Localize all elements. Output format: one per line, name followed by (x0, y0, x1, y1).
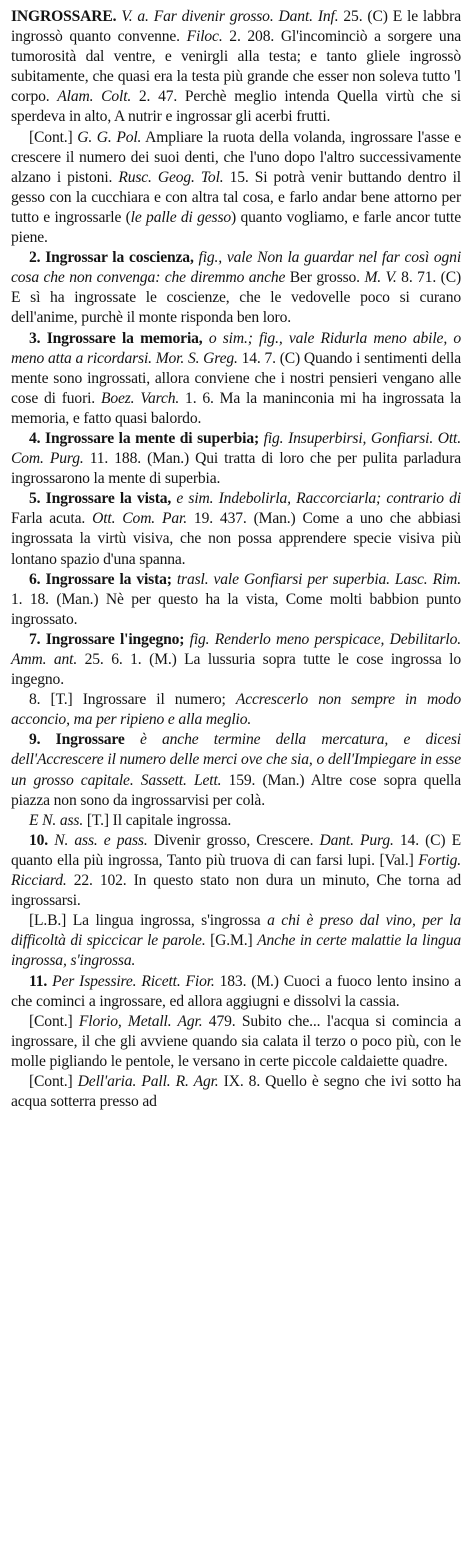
headword-run: 5. Ingrossare la vista, (29, 490, 172, 508)
headword-run: 4. Ingrossare la mente di superbia; (29, 429, 260, 447)
text-run: 19. 437. (Man.) Come a uno che abbiasi ingrossata la virtù visiva, che non possa apprendere specie visiva più lontano spazio d'una spanna. (11, 510, 461, 568)
italic-run: Accrescerlo non sempre in modo acconcio, ma per ripieno e alla meglio. (11, 691, 461, 729)
italic-run: Filoc. (186, 28, 223, 46)
text-run: 2. 47. Perchè meglio intenda Quella virtù che si sperdeva in alto, A nutrir e ingrossar gli acerbi frutti. (11, 88, 461, 126)
sense-paragraph (11, 730, 461, 810)
text-run: [T.] Il capitale ingrossa. (86, 811, 232, 829)
italic-run: M. V. (364, 269, 397, 287)
text-run: Divenir grosso, Crescere. (153, 831, 320, 849)
text-run: 14. 7. (C) Quando i sentimenti della mente sono ingrossati, allora conviene che i nostri pensieri vengano alle cose di fuori. (11, 349, 461, 407)
italic-run: Dell'aria. Pall. R. Agr. (77, 1072, 219, 1090)
sense-paragraph (11, 972, 461, 1012)
text-run: 22. 102. In questo stato non dura un minuto, Che torna ad ingrossarsi. (11, 872, 461, 910)
italic-run: Alam. Colt. (57, 88, 132, 106)
italic-run: fig. Insuperbirsi, Gonfiarsi. Ott. Com. Purg. (11, 429, 461, 468)
sense-paragraph (11, 811, 461, 831)
italic-run: Boez. Varch. (100, 389, 180, 407)
text-run: [Cont.] (29, 1012, 79, 1030)
text-run: 14. (C) E quanto ella più ingrossa, Tanto più truova di can farsi lupi. [Val.] (11, 831, 461, 869)
headword-run: INGROSSARE. (11, 8, 117, 25)
sense-paragraph (11, 1072, 461, 1112)
text-run: Ampliare la ruota della volanda, ingrossare l'asse e crescere il numero dei suoi denti, che l'uno dopo l'altro successivamente alzano i pistoni. (11, 128, 462, 186)
italic-run: Per Ispessire. Ricett. Fior. (47, 972, 215, 990)
italic-run: Florio, Metall. Agr. (78, 1012, 203, 1030)
sense-paragraph (11, 630, 461, 690)
headword-run: 10. (29, 831, 49, 849)
italic-run: e sim. Indebolirla, Raccorciarla; contrario di (171, 490, 461, 508)
italic-run: Ott. Com. Par. (92, 510, 187, 528)
italic-run: Fortig. Ricciard. (11, 851, 461, 890)
text-run: 479. Subito che... l'acqua si comincia a ingrossare, il che gli avviene quando sia calata il terzo o poco più, con le molle pigliando le pentole, le versano in certe piccole caldaiette quadre. (11, 1012, 461, 1070)
italic-run: fig. Renderlo meno perspicace, Debilitarlo. Amm. ant. (11, 630, 461, 668)
text-run: 8. [T.] Ingrossare il numero; (29, 691, 236, 709)
text-run: 15. Si potrà venir buttando dentro il gesso con la cucchiara e con altra tal cosa, e farlo andar bene attorno per tutto e ingrossarle ( (11, 168, 461, 226)
text-run: [L.B.] La lingua ingrossa, s'ingrossa (29, 912, 268, 930)
italic-run: Dant. Purg. (319, 831, 394, 849)
text-run: Farla acuta. (11, 510, 93, 528)
headword-run: 11. (29, 972, 48, 990)
text-run: 159. (Man.) Altre cose sopra quella piazza non sono da ingrossarvisi per colà. (11, 771, 461, 809)
headword-run: 3. Ingrossare la memoria, (29, 329, 203, 347)
sense-paragraph (11, 690, 461, 730)
sense-paragraph (11, 911, 461, 971)
italic-run: Anche in certe malattie la lingua ingrossa, s'ingrossa. (11, 932, 462, 970)
italic-run: G. G. Pol. (77, 128, 142, 146)
italic-run: è anche termine della mercatura, e dicesi dell'Accrescere il numero delle merci ove che sia, o dell'Impiegare in esse un grosso capitale. Sassett. Lett. (11, 731, 461, 789)
text-run: ) quanto vogliamo, e farle ancor tutte piene. (11, 208, 461, 247)
headword-run: 7. Ingrossare l'ingegno; (29, 630, 185, 648)
text-run: [G.M.] (210, 932, 258, 950)
italic-run: o sim.; fig., vale Ridurla meno abile, o meno atta a ricordarsi. Mor. S. Greg. (11, 329, 462, 367)
sense-paragraph (11, 489, 461, 569)
text-run: 25. (C) E le labbra ingrossò quanto convenne. (11, 8, 461, 46)
italic-run: fig., vale Non la guardar nel far così ogni cosa che non convenga: che diremmo anche (11, 249, 461, 287)
italic-run: Rusc. Geog. Tol. (118, 168, 224, 186)
sense-paragraph (11, 329, 461, 429)
text-run: [Cont.] (29, 1072, 78, 1090)
sense-paragraph (11, 248, 461, 328)
sense-paragraph (11, 831, 461, 911)
text-run: 8. 71. (C) E sì ha ingrossate le coscienze, che le vedovelle poco si curano dell'anime, purchè il monte risponda ben loro. (11, 269, 461, 327)
text-run: Ber grosso. (289, 269, 365, 287)
headword-run: 6. Ingrossare la vista; (29, 570, 172, 588)
text-run: 1. 6. Ma la maninconia mi ha ingrossata la memoria, e fatto quasi balordo. (11, 389, 461, 427)
text-run: 1. 18. (Man.) Nè per questo ha la vista, Come molti babbion punto ingrossato. (11, 590, 461, 628)
italic-run: le palle di gesso (130, 208, 232, 226)
text-run: 2. 208. Gl'incominciò a sorgere una tumorosità dal ventre, e venirgli alla testa; e tanto gliele ingrossò subitamente, che quasi era la testa più grande che esser non soleva tutto 'l corpo. (11, 28, 461, 106)
sense-paragraph (11, 1012, 461, 1072)
headword-run: 2. Ingrossar la coscienza, (29, 249, 194, 267)
sense-paragraph (11, 429, 461, 489)
italic-run: N. ass. e pass. (48, 831, 154, 849)
text-run: IX. 8. Quello è segno che ivi sotto ha acqua sotterra presso ad (11, 1072, 461, 1111)
sense-paragraph (11, 570, 461, 630)
text-run: 25. 6. 1. (M.) La lussuria sopra tutte le cose ingrossa lo ingegno. (11, 651, 461, 689)
italic-run: a chi è preso dal vino, per la difficoltà di spiccicar le parole. (11, 912, 461, 950)
text-run: [Cont.] (29, 128, 78, 146)
sense-paragraph (11, 128, 461, 249)
italic-run: trasl. vale Gonfiarsi per superbia. Lasc. Rim. (171, 570, 462, 588)
text-run: 183. (M.) Cuoci a fuoco lento insino a che cominci a ingrossare, ed allora aggiugni e dissolvi la cassia. (11, 972, 461, 1010)
text-run: 11. 188. (Man.) Qui tratta di loro che per pulita parladura ingrossarono la mente di superbia. (11, 450, 462, 488)
italic-run: E N. ass. (29, 811, 87, 829)
entry-definition (11, 7, 461, 128)
italic-run: V. a. Far divenir grosso. Dant. Inf. (116, 8, 344, 25)
headword-run: 9. Ingrossare (29, 731, 125, 749)
